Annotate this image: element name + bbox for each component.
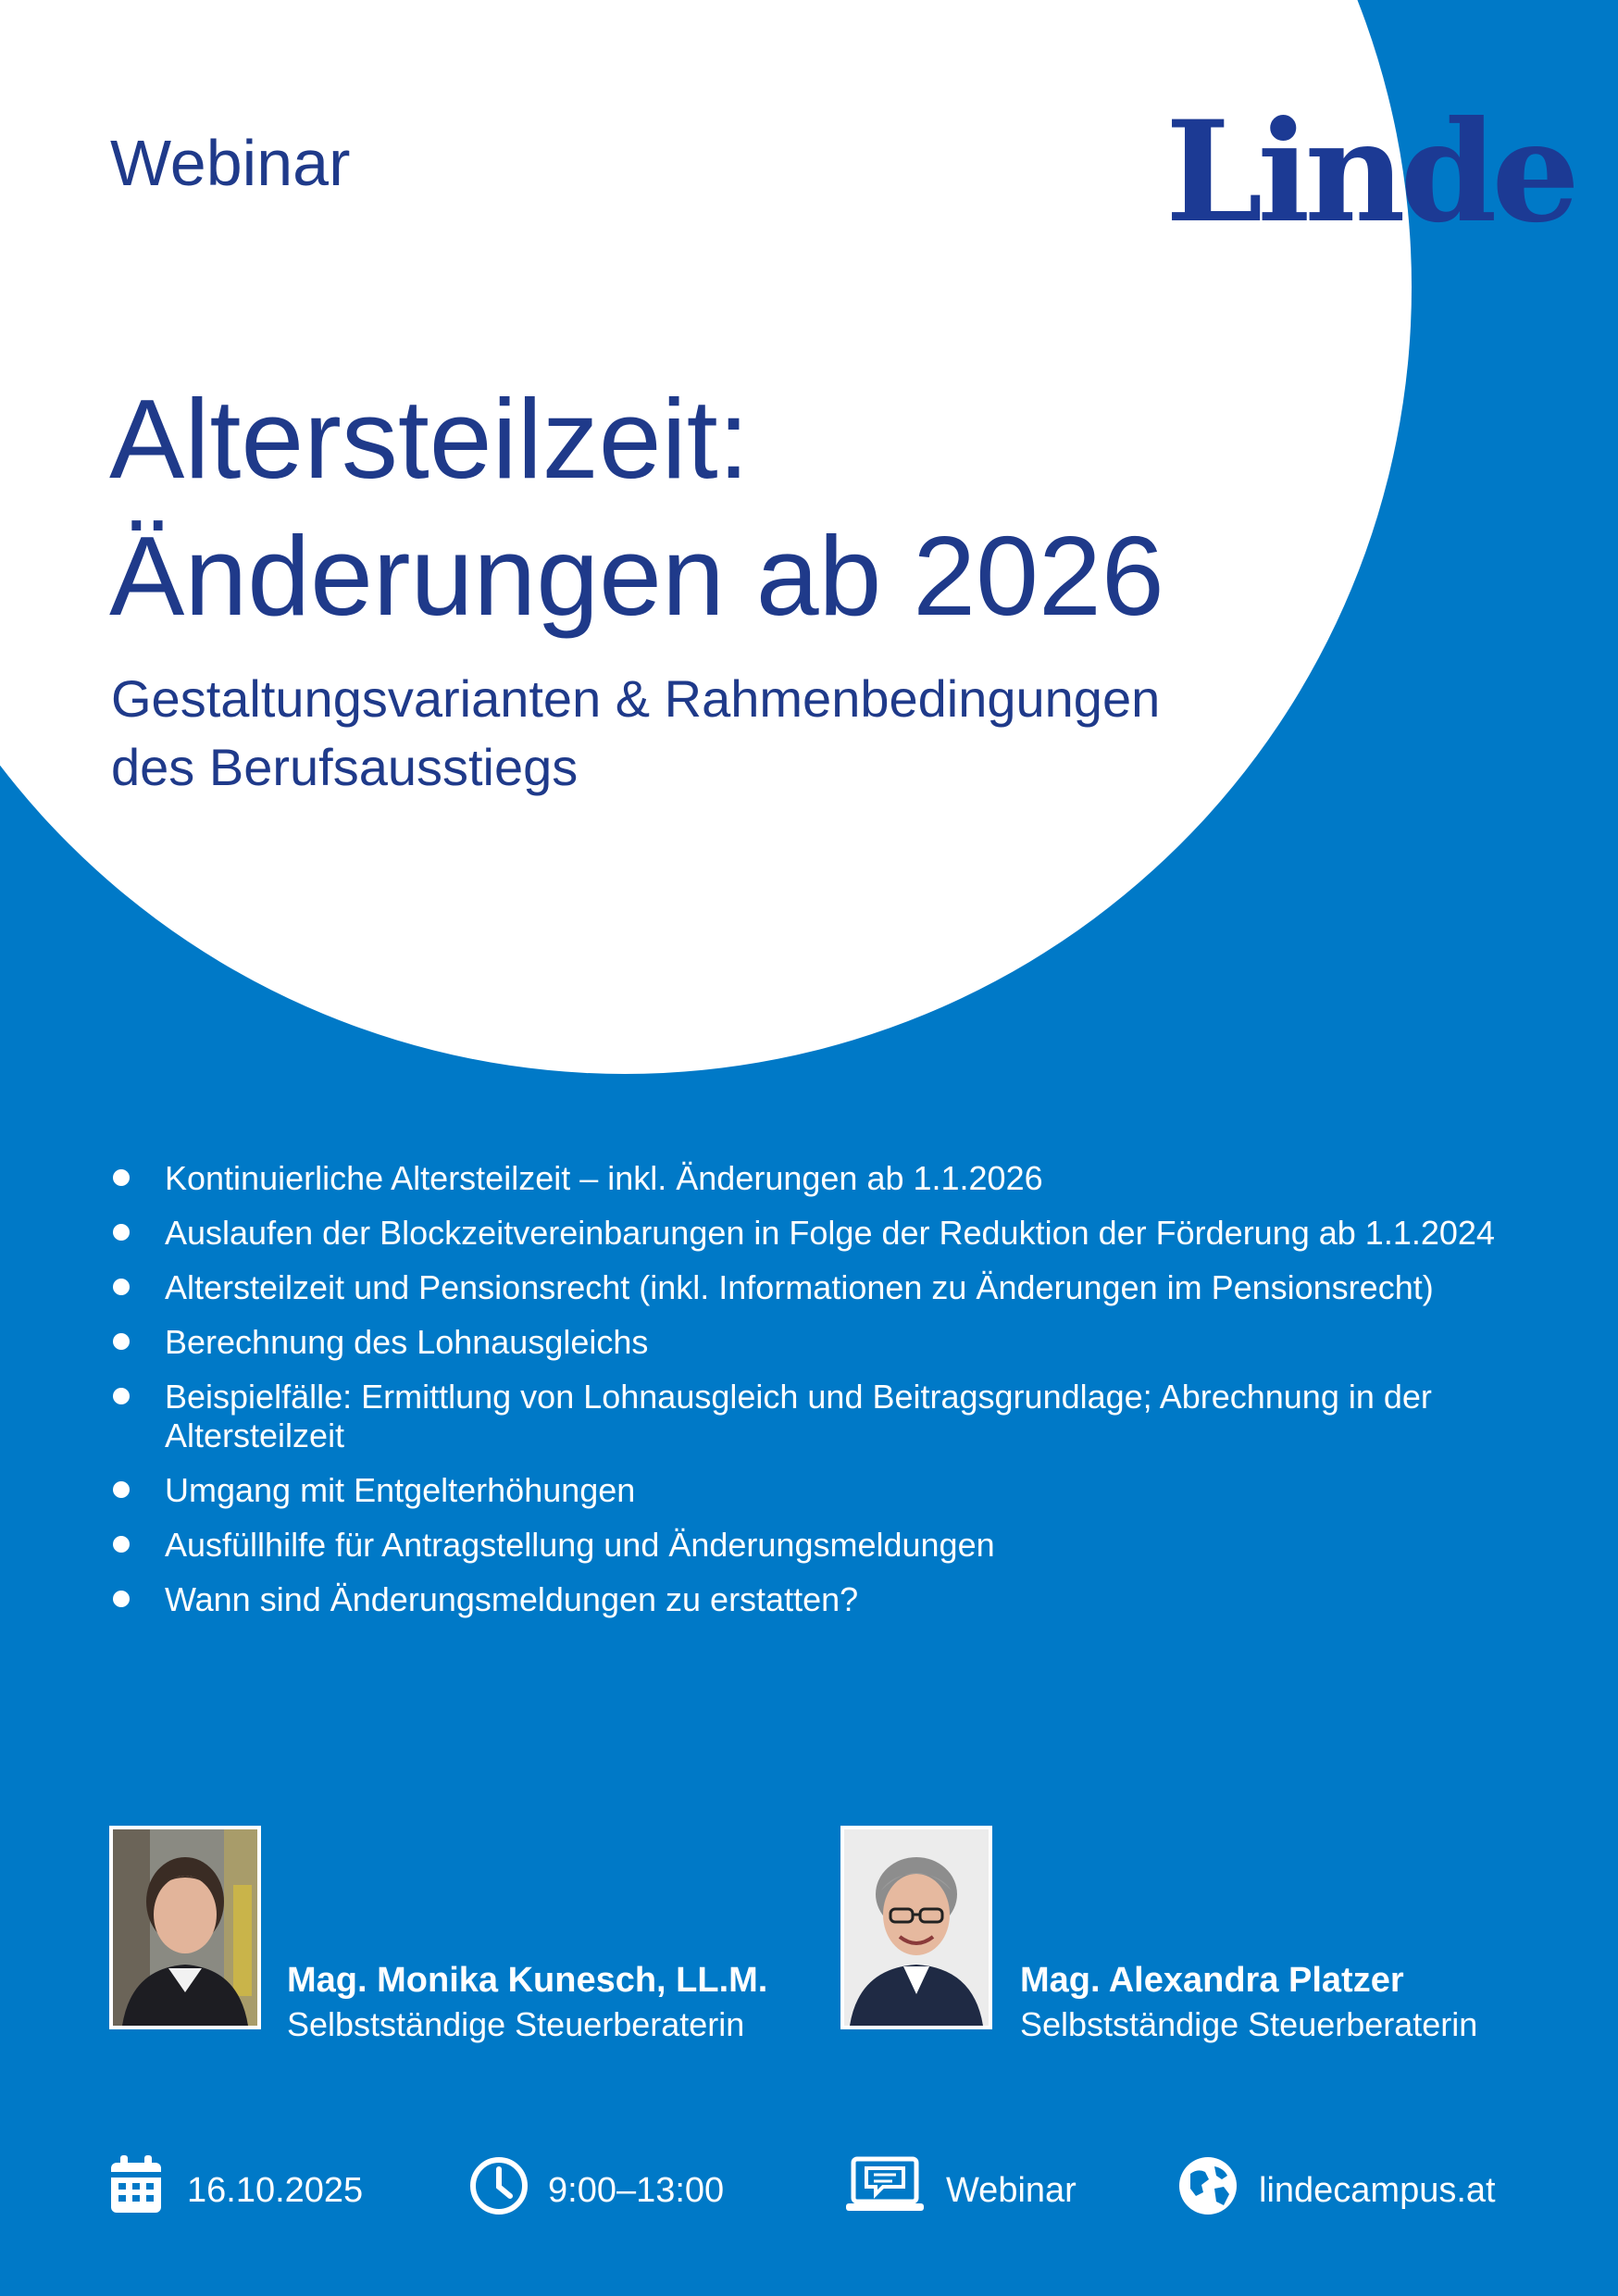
title-line-1: Altersteilzeit: bbox=[109, 376, 750, 502]
topic-item bbox=[111, 1526, 1509, 1565]
topic-text: Altersteilzeit und Pensionsrecht (inkl. Informationen zu Änderungen im Pensionsrecht) bbox=[165, 1268, 1434, 1306]
topic-text: Beispielfälle: Ermittlung von Lohnausgleich und Beitragsgrundlage; Abrechnung in der Altersteilzeit bbox=[165, 1378, 1432, 1454]
topic-item bbox=[111, 1159, 1509, 1198]
linde-logo-mark bbox=[1162, 91, 1574, 254]
topic-item bbox=[111, 1471, 1509, 1510]
page-title bbox=[109, 370, 1164, 644]
speaker-role: Selbstständige Steuerberaterin bbox=[1020, 2005, 1478, 2043]
bullet-icon bbox=[113, 1224, 130, 1241]
topic-text: Kontinuierliche Altersteilzeit – inkl. Änderungen ab 1.1.2026 bbox=[165, 1159, 1043, 1197]
topic-text: Berechnung des Lohnausgleichs bbox=[165, 1323, 649, 1361]
event-time: 9:00–13:00 bbox=[548, 2171, 725, 2210]
bullet-icon bbox=[113, 1169, 130, 1186]
topic-item bbox=[111, 1378, 1509, 1455]
event-date: 16.10.2025 bbox=[187, 2171, 364, 2210]
subtitle bbox=[111, 665, 1277, 802]
topic-item bbox=[111, 1323, 1509, 1362]
linde-logo bbox=[1162, 91, 1574, 269]
globe-icon bbox=[1177, 2155, 1238, 2221]
bullet-icon bbox=[113, 1279, 130, 1295]
subtitle-line-1: Gestaltungsvarianten & Rahmenbedingungen bbox=[111, 669, 1161, 728]
speaker-portrait-icon bbox=[113, 1829, 257, 2026]
bullet-icon bbox=[113, 1388, 130, 1404]
topic-text: Ausfüllhilfe für Antragstellung und Änderungsmeldungen bbox=[165, 1526, 995, 1564]
svg-text:Linde: Linde bbox=[1165, 91, 1574, 254]
topic-item bbox=[111, 1580, 1509, 1619]
bullet-icon bbox=[113, 1591, 130, 1607]
bullet-icon bbox=[113, 1333, 130, 1350]
title-line-2: Änderungen ab 2026 bbox=[109, 513, 1164, 639]
topic-text: Wann sind Änderungsmeldungen zu erstatten? bbox=[165, 1580, 859, 1618]
bullet-icon bbox=[113, 1536, 130, 1553]
website-link[interactable]: lindecampus.at bbox=[1259, 2171, 1496, 2210]
laptop-chat-icon bbox=[846, 2155, 924, 2219]
header-label: Webinar bbox=[110, 127, 351, 199]
speaker-photo-platzer bbox=[840, 1826, 992, 2029]
speaker-name: Mag. Alexandra Platzer bbox=[1020, 1961, 1404, 2000]
speaker-photo-kunesch bbox=[109, 1826, 261, 2029]
calendar-icon bbox=[109, 2155, 163, 2219]
topic-text: Umgang mit Entgelterhöhungen bbox=[165, 1471, 636, 1509]
event-format: Webinar bbox=[946, 2171, 1077, 2210]
subtitle-line-2: des Berufsausstiegs bbox=[111, 738, 579, 796]
clock-icon bbox=[468, 2155, 529, 2221]
speaker-name: Mag. Monika Kunesch, LL.M. bbox=[287, 1961, 768, 2000]
topic-list bbox=[111, 1159, 1509, 1635]
speaker-portrait-icon bbox=[844, 1829, 989, 2026]
speaker-role: Selbstständige Steuerberaterin bbox=[287, 2005, 745, 2043]
bullet-icon bbox=[113, 1481, 130, 1498]
topic-item bbox=[111, 1268, 1509, 1307]
topic-text: Auslaufen der Blockzeitvereinbarungen in Folge der Reduktion der Förderung ab 1.1.2024 bbox=[165, 1214, 1495, 1252]
topic-item bbox=[111, 1214, 1509, 1253]
